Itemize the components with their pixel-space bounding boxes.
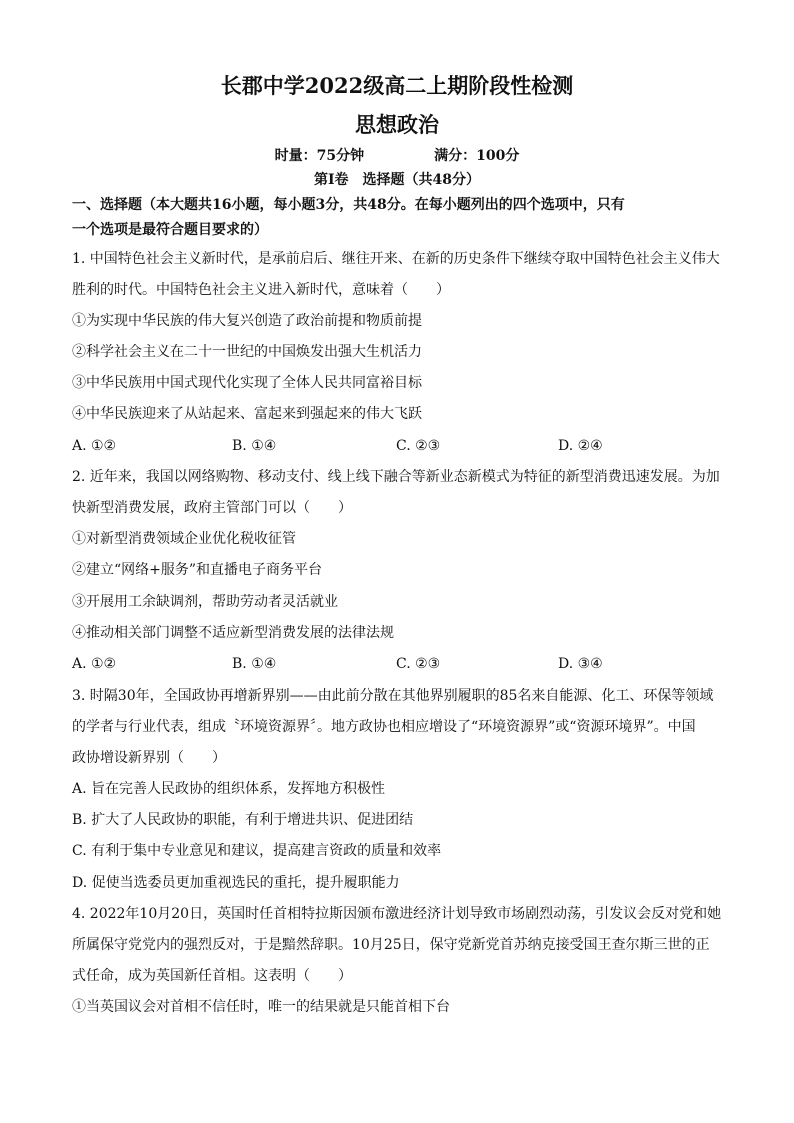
- q2-stem-line2: 快新型消费发展，政府主管部门可以（ ）: [72, 500, 352, 516]
- q2-option-c[interactable]: C. ②③: [396, 656, 441, 672]
- q2-item-4: ④推动相关部门调整不适应新型消费发展的法律法规: [72, 625, 394, 641]
- q2-item-2: ②建立“网络+服务”和直播电子商务平台: [72, 562, 323, 578]
- exam-meta: [0, 146, 794, 166]
- section-instruction-line1: 一、选择题（本大题共16小题，每小题3分，共48分。在每小题列出的四个选项中，只有: [72, 197, 625, 213]
- q2-options: [72, 654, 732, 674]
- q4-item-1: ①当英国议会对首相不信任时，唯一的结果就是只能首相下台: [72, 999, 450, 1015]
- q2-stem-line1: 2. 近年来，我国以网络购物、移动支付、线上线下融合等新业态新模式为特征的新型消费迅速发展。为加: [72, 469, 720, 485]
- q1-option-a[interactable]: A. ①②: [72, 438, 117, 454]
- q3-option-a[interactable]: A. 旨在完善人民政协的组织体系，发挥地方积极性: [72, 781, 386, 797]
- q1-option-d[interactable]: D. ②④: [558, 438, 603, 454]
- q3-option-c[interactable]: C. 有利于集中专业意见和建议，提高建言资政的质量和效率: [72, 843, 442, 859]
- q4-stem-line2: 所属保守党党内的强烈反对，于是黯然辞职。10月25日，保守党新党首苏纳克接受国王查尔斯三世的正: [72, 937, 710, 953]
- full-score: 满分：100分: [434, 148, 520, 164]
- part-heading: 第Ⅰ卷 选择题（共48分）: [313, 172, 481, 188]
- q2-item-1: ①对新型消费领域企业优化税收征管: [72, 531, 296, 547]
- q4-stem-line1: 4. 2022年10月20日，英国时任首相特拉斯因颁布激进经济计划导致市场剧烈动荡，引发议会反对党和她: [72, 906, 722, 922]
- q3-option-d[interactable]: D. 促使当选委员更加重视选民的重托，提升履职能力: [72, 875, 400, 891]
- q3-option-b[interactable]: B. 扩大了人民政协的职能，有利于增进共识、促进团结: [72, 812, 414, 828]
- time-limit: 时量：75分钟: [274, 148, 365, 164]
- q1-item-1: ①为实现中华民族的伟大复兴创造了政治前提和物质前提: [72, 313, 422, 329]
- section-instruction-line2: 一个选项是最符合题目要求的）: [72, 222, 268, 238]
- q4-stem-line3: 式任命，成为英国新任首相。这表明（ ）: [72, 968, 352, 984]
- q2-item-3: ③开展用工余缺调剂，帮助劳动者灵活就业: [72, 594, 338, 610]
- q1-item-2: ②科学社会主义在二十一世纪的中国焕发出强大生机活力: [72, 344, 422, 360]
- subject-title: 思想政治: [355, 112, 439, 137]
- q2-option-b[interactable]: B. ①④: [232, 656, 277, 672]
- q1-option-b[interactable]: B. ①④: [232, 438, 277, 454]
- q1-options: [72, 436, 732, 456]
- q3-stem-line3: 政协增设新界别（ ）: [72, 750, 226, 766]
- q1-item-4: ④中华民族迎来了从站起来、富起来到强起来的伟大飞跃: [72, 406, 422, 422]
- q3-stem-line1: 3. 时隔30年，全国政协再增新界别——由此前分散在其他界别履职的85名来自能源、化工、环保等领域: [72, 688, 714, 704]
- q3-stem-line2: 的学者与行业代表，组成〝环境资源界〞。地方政协也相应增设了“环境资源界”或“资源环境界”。中国: [72, 719, 696, 735]
- q1-option-c[interactable]: C. ②③: [396, 438, 441, 454]
- q1-item-3: ③中华民族用中国式现代化实现了全体人民共同富裕目标: [72, 375, 422, 391]
- q2-option-a[interactable]: A. ①②: [72, 656, 117, 672]
- exam-title: 长郡中学2022级高二上期阶段性检测: [220, 73, 574, 98]
- q2-option-d[interactable]: D. ③④: [558, 656, 603, 672]
- q1-stem-line2: 胜利的时代。中国特色社会主义进入新时代，意味着（ ）: [72, 282, 450, 298]
- q1-stem-line1: 1. 中国特色社会主义新时代，是承前启后、继往开来、在新的历史条件下继续夺取中国特色社会主义伟大: [72, 251, 720, 267]
